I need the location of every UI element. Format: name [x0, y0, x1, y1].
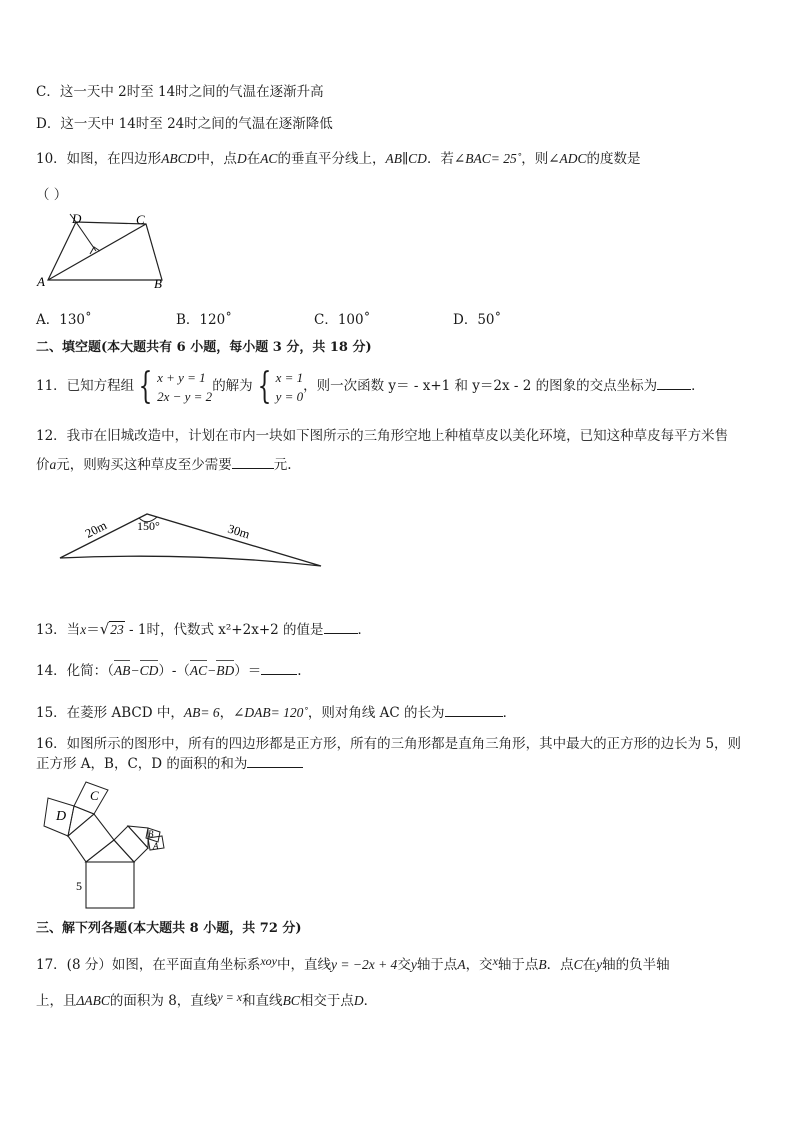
q10-figure — [34, 210, 174, 292]
q12-left-side-label: 20m — [82, 518, 110, 541]
q10-label-d: D — [72, 211, 82, 226]
q16-label-side-length: 5 — [76, 879, 82, 893]
q11-stem: 11．已知方程组 { x + y = 1 2x − y = 2的解为 { x = 1 y = 0，则一次函数 y＝ - x+1 和 y＝2x - 2 的图象的交点坐标为 ． — [36, 366, 705, 407]
q17-line1: 17．(8 分）如图，在平面直角坐标系xoy中，直线y = −2x + 4交y轴于点A，交x轴于点B．点C在y轴的负半轴 — [36, 954, 670, 973]
q9-option-c: C．这一天中 2时至 14时之间的气温在逐渐升高 — [36, 84, 324, 100]
q10-stem: 10．如图，在四边形ABCD中，点D在AC的垂直平分线上，AB∥CD．若∠BAC= 25˚，则∠ADC的度数是 — [36, 151, 641, 167]
q12-triangle-figure — [55, 500, 330, 572]
q12-line1: 12．我市在旧城改造中，计划在市内一块如下图所示的三角形空地上种植草皮以美化环境，已知这种草皮每平方米售 — [36, 428, 729, 444]
q16-label-b: B — [148, 829, 154, 839]
q12-angle-label: 150° — [137, 519, 160, 533]
q16-squares-figure — [40, 778, 175, 910]
sqrt-symbol: √ — [99, 620, 110, 638]
q11-answer-blank[interactable] — [657, 377, 691, 390]
q13-stem: 13．当x＝√23 - 1时，代数式 x²+2x+2 的值是 ． — [36, 620, 372, 638]
q15-stem: 15．在菱形 ABCD 中，AB= 6，∠DAB= 120˚，则对角线 AC 的长为 ． — [36, 705, 517, 721]
q14-answer-blank[interactable] — [261, 662, 297, 675]
q17-line2: 上，且ΔABC的面积为 8，直线y = x和直线BC相交于点D． — [36, 990, 378, 1009]
q10-option-d: D．50˚ — [453, 312, 502, 328]
q12-right-side-label: 30m — [226, 521, 252, 542]
q10-option-c: C．100˚ — [314, 312, 371, 328]
q12-answer-blank[interactable] — [232, 456, 274, 469]
section-3-heading: 三、解下列各题(本大题共 8 小题，共 72 分) — [36, 921, 302, 936]
q13-answer-blank[interactable] — [324, 621, 358, 634]
q15-answer-blank[interactable] — [445, 704, 503, 717]
q10-label-a: A — [37, 274, 45, 289]
q10-answer-paren: （ ） — [36, 187, 68, 203]
section-2-heading: 二、填空题(本大题共有 6 小题，每小题 3 分，共 18 分) — [36, 340, 372, 355]
q16-label-c: C — [90, 788, 99, 803]
q16-label-a: A — [153, 841, 159, 851]
q16-line1: 16．如图所示的图形中，所有的四边形都是正方形，所有的三角形都是直角三角形，其中最大的正方形的边长为 5，则 — [36, 736, 742, 752]
q9-option-d: D．这一天中 14时至 24时之间的气温在逐渐降低 — [36, 116, 333, 132]
q10-label-b: B — [154, 276, 162, 291]
q12-line2: 价a元，则购买这种草皮至少需要 元. — [36, 457, 292, 473]
q10-option-b: B．120˚ — [176, 312, 232, 328]
q10-option-a: A．130˚ — [36, 312, 92, 328]
q16-answer-blank[interactable] — [247, 755, 303, 768]
q14-stem: 14．化简：（AB−CD）-（AC−BD）＝ . — [36, 663, 302, 679]
q16-line2: 正方形 A，B，C，D 的面积的和为 — [36, 755, 303, 773]
q10-label-c: C — [136, 212, 145, 227]
q16-label-d: D — [56, 809, 67, 824]
